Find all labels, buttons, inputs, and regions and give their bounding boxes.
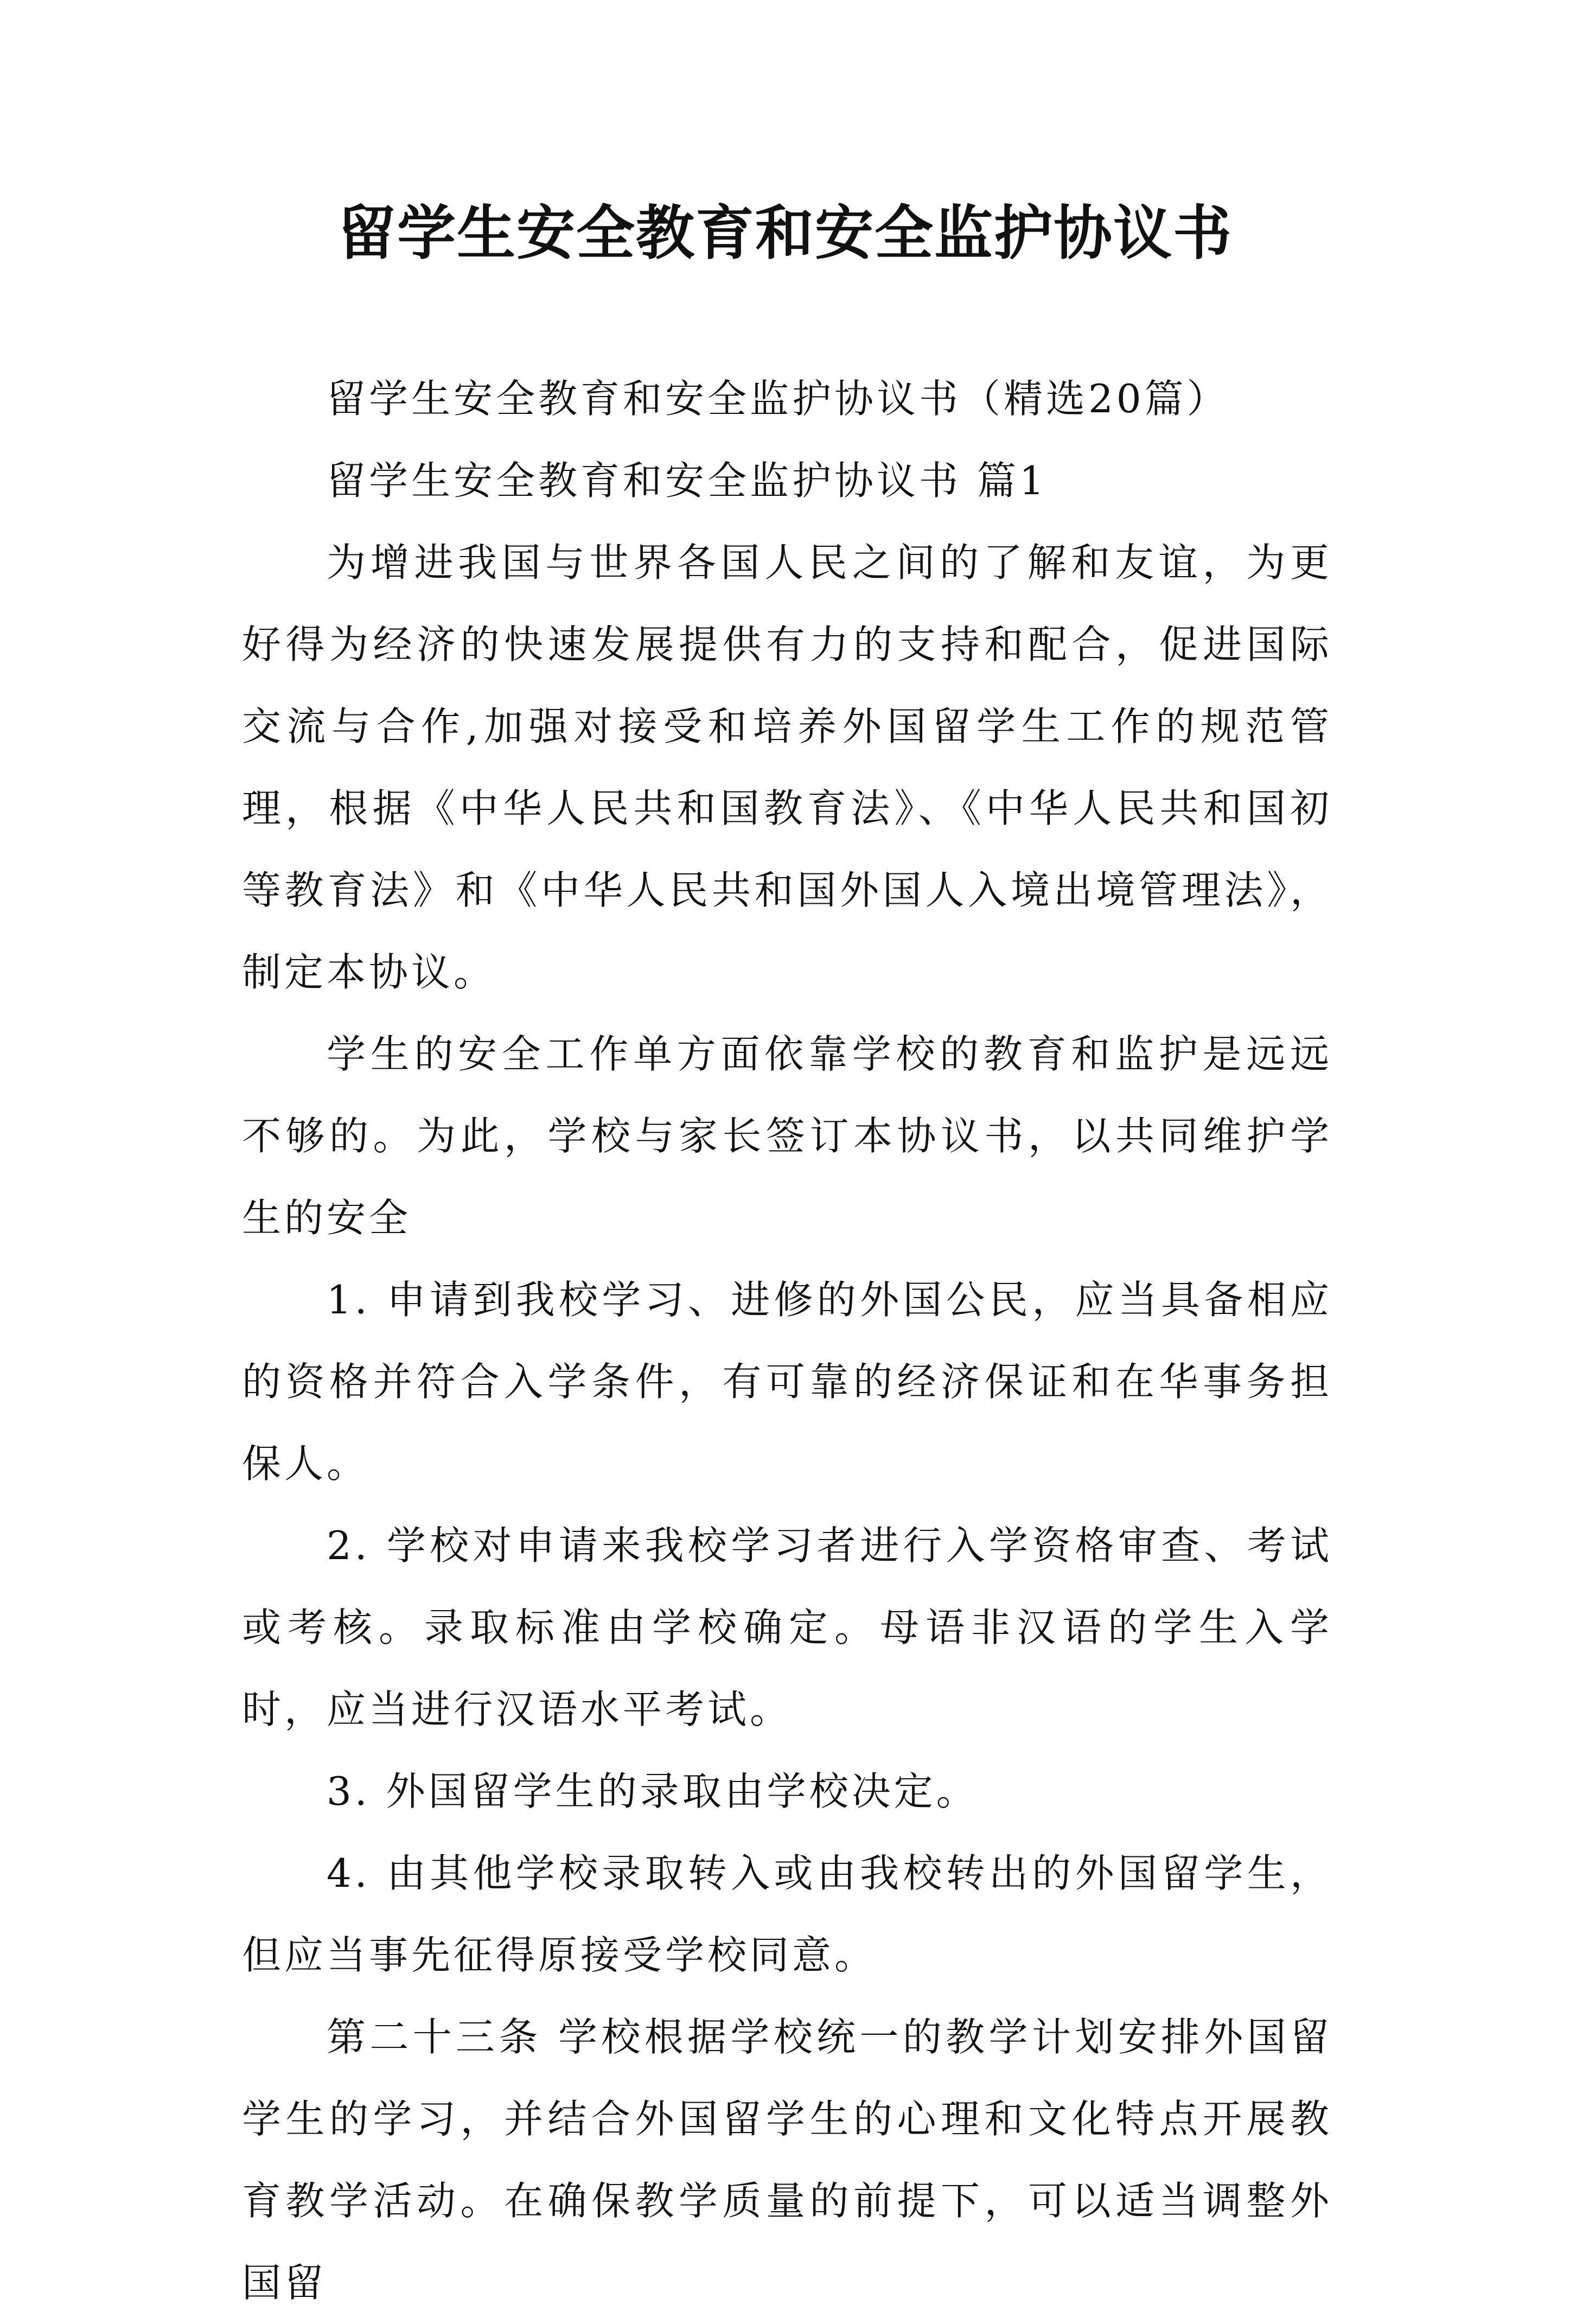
paragraph-item-4: 4. 由其他学校录取转入或由我校转出的外国留学生，但应当事先征得原接受学校同意。 [242,1850,1332,1978]
paragraph-subtitle-selection: 留学生安全教育和安全监护协议书（精选20篇） [327,376,1229,422]
paragraph-article-23: 第二十三条 学校根据学校统一的教学计划安排外国留学生的学习，并结合外国留学生的心理和文化特点开展教育教学活动。在确保教学质量的前提下，可以适当调整外国留 [242,2014,1332,2306]
paragraph-section-heading: 留学生安全教育和安全监护协议书 篇1 [327,458,1048,503]
paragraph-item-1: 1. 申请到我校学习、进修的外国公民，应当具备相应的资格并符合入学条件，有可靠的经济保证和在华事务担保人。 [242,1277,1332,1486]
paragraph-purpose: 为增进我国与世界各国人民之间的了解和友谊，为更好得为经济的快速发展提供有力的支持和配合，促进国际交流与合作,加强对接受和培养外国留学生工作的规范管理，根据《中华人民共和国教育法》、《中华人民共和国初等教育法》和《中华人民共和国外国人入境出境管理法》，制定本协议。 [242,540,1332,995]
document-body [242,358,1332,2324]
paragraph-item-2: 2. 学校对申请来我校学习者进行入学资格审查、考试或考核。录取标准由学校确定。母语非汉语的学生入学时，应当进行汉语水平考试。 [242,1523,1332,1732]
paragraph-item-3: 3. 外国留学生的录取由学校决定。 [327,1768,979,1814]
document-title: 留学生安全教育和安全监护协议书 [337,199,1233,267]
paragraph-safety-responsibility: 学生的安全工作单方面依靠学校的教育和监护是远远不够的。为此，学校与家长签订本协议书，以共同维护学生的安全 [242,1031,1332,1241]
